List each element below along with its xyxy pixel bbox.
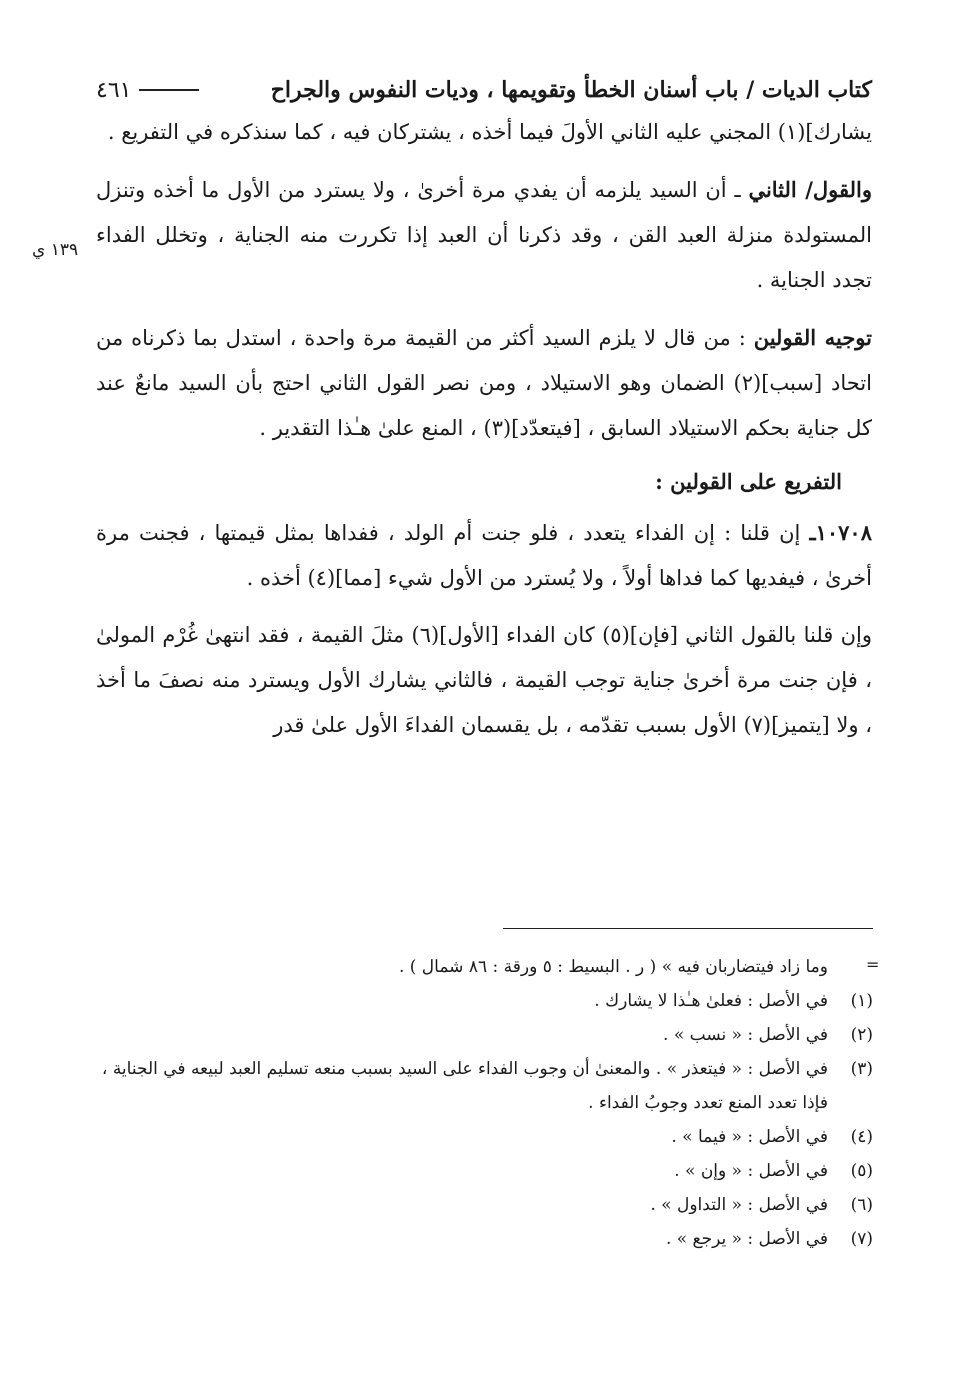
footnote-number: (٥) (850, 1161, 873, 1181)
footnotes (80, 950, 873, 1256)
footnote-text: في الأصل : « يرجع » . (665, 1229, 828, 1249)
footnote-item (80, 1188, 873, 1222)
footnote-item (80, 984, 873, 1018)
footnote-text: في الأصل : « فيتعذر » . والمعنىٰ أن وجوب الفداء على السيد بسبب منعه تسليم العبد لبيعه في الجناية ، فإذا تعدد المنع تعدد وجوبُ الفداء . (101, 1059, 828, 1113)
footnote-continuation (80, 950, 873, 984)
page-number-group (96, 78, 199, 103)
paragraph-3-text: : من قال لا يلزم السيد أكثر من القيمة مرة واحدة ، استدل بما ذكرناه من اتحاد [سبب](٢) الضمان وهو الاستيلاد ، ومن نصر القول الثاني احتج بأن السيد مانعٌ عند كل جناية بحكم الاستيلاد السابق ، [فيتعدّد](٣) ، المنع علىٰ هـٰذا التقدير . (96, 326, 872, 440)
footnote-text: في الأصل : « فيما » . (671, 1127, 828, 1147)
footnote-item (80, 1052, 873, 1120)
header-rule (139, 89, 199, 91)
footnote-number: (٤) (850, 1127, 873, 1147)
footnote-continuation-text: وما زاد فيتضاربان فيه » ( ر . البسيط : ٥ ورقة : ٨٦ شمال ) . (398, 957, 828, 977)
header-title: كتاب الديات / باب أسنان الخطأ وتقويمها ، وديات النفوس والجراح (270, 77, 872, 103)
paragraph-4 (96, 510, 872, 601)
paragraph-4-text: إن قلنا : إن الفداء يتعدد ، فلو جنت أم الولد ، ففداها بمثل قيمتها ، فجنت مرة أخرىٰ ، فيفديها كما فداها أولاً ، ولا يُسترد من الأول شيء [مما](٤) أخذه . (96, 521, 872, 590)
footnote-text: في الأصل : « وإن » . (674, 1161, 828, 1181)
footnote-text: في الأصل : فعلىٰ هـٰذا لا يشارك . (594, 991, 828, 1011)
footnote-item (80, 1120, 873, 1154)
footnote-text: في الأصل : « نسب » . (663, 1025, 828, 1045)
paragraph-2-text: ـ أن السيد يلزمه أن يفدي مرة أخرىٰ ، ولا يسترد من الأول ما أخذه وتنزل المستولدة منزلة العبد القن ، وقد ذكرنا أن العبد إذا تكررت منه الجناية ، وتخلل الفداء تجدد الجناية . (96, 178, 872, 292)
running-header (96, 70, 872, 110)
paragraph-5: وإن قلنا بالقول الثاني [فإن](٥) كان الفداء [الأول](٦) مثلَ القيمة ، فقد انتهىٰ غُرْم المولىٰ ، فإن جنت مرة أخرىٰ جناية توجب القيمة ، فالثاني يشارك الأول ويسترد منه نصفَ ما أخذ ، ولا [يتميز](٧) الأول بسبب تقدّمه ، بل يقسمان الفداءَ الأول علىٰ قدر (96, 623, 872, 737)
section-subheading: التفريع على القولين : (655, 469, 842, 494)
footnote-number: (٣) (850, 1059, 873, 1079)
footnote-item (80, 1222, 873, 1256)
footnote-number: (٢) (850, 1025, 873, 1045)
footnote-item (80, 1154, 873, 1188)
paragraph-2 (96, 167, 872, 303)
footnote-number: (٧) (850, 1229, 873, 1249)
page-body (96, 70, 872, 748)
paragraph-3 (96, 315, 872, 451)
page-number: ٤٦١ (96, 77, 132, 103)
footnote-continuation-mark: = (866, 955, 880, 974)
footnote-item (80, 1018, 873, 1052)
footnote-separator (503, 928, 873, 929)
paragraph-4-number: ١٠٧٠٨ـ (809, 520, 872, 545)
paragraph-2-lead: والقول/ الثاني (748, 177, 872, 202)
footnote-number: (١) (850, 991, 873, 1011)
margin-folio-note: ١٣٩ ي (32, 240, 79, 260)
paragraph-3-lead: توجيه القولين (753, 325, 872, 350)
footnote-number: (٦) (850, 1195, 873, 1215)
paragraph-1: يشارك](١) المجني عليه الثاني الأولَ فيما أخذه ، يشتركان فيه ، كما سنذكره في التفريع . (107, 120, 872, 144)
footnote-text: في الأصل : « التداول » . (650, 1195, 828, 1215)
